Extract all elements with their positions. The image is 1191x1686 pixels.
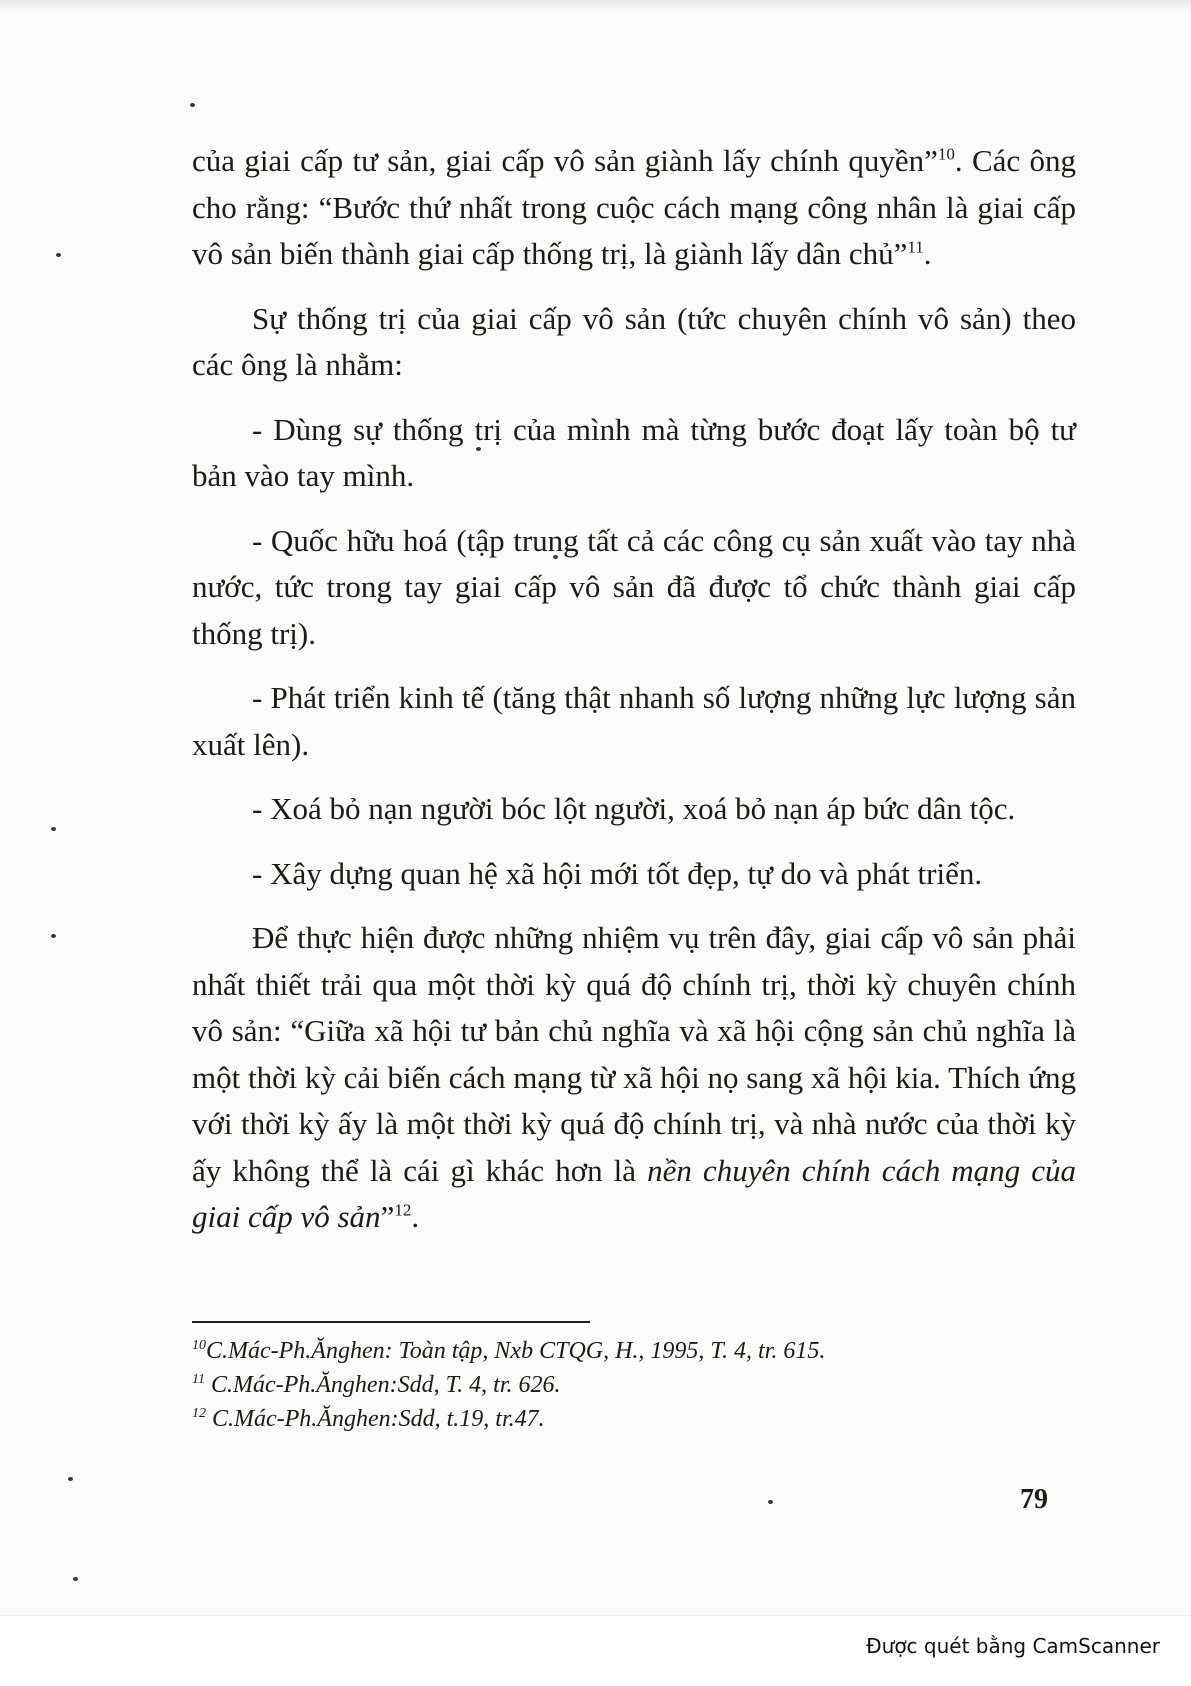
paragraph (192, 518, 1076, 658)
footnote-marker: 12 (192, 1406, 206, 1421)
footnote-text: C.Mác-Ph.Ănghen: Toàn tập, Nxb CTQG, H., 1995, T. 4, tr. 615. (206, 1338, 826, 1364)
footnote-ref: 10 (937, 144, 955, 164)
text-run: - Xây dựng quan hệ xã hội mới tốt đẹp, tự do và phát triển. (252, 855, 983, 891)
scan-speck (68, 1477, 73, 1481)
paragraph (192, 296, 1076, 389)
scanner-watermark: Được quét bằng CamScanner (866, 1634, 1160, 1658)
text-run: - Phát triển kinh tế (tăng thật nhanh số lượng những lực lượng sản xuất lên). (192, 680, 1076, 762)
text-run: - Xoá bỏ nạn người bóc lột người, xoá bỏ nạn áp bức dân tộc. (252, 791, 1016, 826)
paragraph (192, 138, 1076, 278)
paragraph (192, 407, 1076, 500)
text-run: Sự thống trị của giai cấp vô sản (tức chuyên chính vô sản) theo các ông là nhằm: (192, 300, 1076, 382)
footnotes (192, 1334, 1076, 1436)
paragraph (192, 851, 1076, 898)
footnote-text: C.Mác-Ph.Ănghen:Sdd, t.19, tr.47. (206, 1406, 545, 1432)
emphasis-text: nền chuyên chính cách mạng của giai cấp vô sản (192, 1152, 1077, 1234)
footnote-divider (192, 1321, 590, 1323)
text-run: - Dùng sự thống trị của mình mà từng bước đoạt lấy toàn bộ tư bản vào tay mình. (192, 411, 1076, 493)
text-run: - Quốc hữu hoá (tập trung tất cả các công cụ sản xuất vào tay nhà nước, tức trong tay giai cấp vô sản đã được tổ chức thành giai cấp thống trị). (192, 522, 1076, 651)
paragraph (192, 675, 1076, 768)
paragraph (192, 786, 1076, 833)
text-run: ” (380, 1199, 395, 1234)
scan-speck (51, 934, 56, 938)
scan-speck (73, 1577, 78, 1581)
footnote (192, 1368, 1076, 1402)
footnote-ref: 12 (394, 1200, 412, 1220)
scan-top-edge (0, 0, 1191, 14)
text-run: . Các ông cho rằng: “Bước thứ nhất trong cuộc cách mạng công nhân là giai cấp vô sản biến thành giai cấp thống trị, là giành lấy dân chủ” (192, 143, 1076, 271)
scan-speck (56, 253, 61, 257)
text-run: Để thực hiện được những nhiệm vụ trên đây, giai cấp vô sản phải nhất thiết trải qua một thời kỳ quá độ chính trị, thời kỳ chuyên chính vô sản: “Giữa xã hội tư bản chủ nghĩa và xã hội cộng sản chủ nghĩa là một thời kỳ cải biến cách mạng từ xã hội nọ sang xã hội kia. Thích ứng với thời kỳ ấy là một thời kỳ quá độ chính trị, và nhà nước của thời kỳ ấy không thể là cái gì khác hơn là (192, 920, 1076, 1188)
text-run: . (923, 236, 932, 271)
body-text (192, 138, 1076, 1259)
page-number: 79 (1020, 1484, 1048, 1515)
footnote-marker: 11 (192, 1372, 205, 1387)
text-run: . (411, 1199, 420, 1234)
footnote (192, 1334, 1076, 1368)
footnote-ref: 11 (907, 237, 924, 257)
text-run: của giai cấp tư sản, giai cấp vô sản giành lấy chính quyền” (192, 143, 938, 178)
scan-speck (768, 1500, 773, 1504)
footnote-text: C.Mác-Ph.Ănghen:Sdd, T. 4, tr. 626. (204, 1372, 561, 1398)
scan-speck (51, 827, 56, 831)
footnote-marker: 10 (192, 1338, 206, 1353)
paragraph (192, 915, 1076, 1241)
scan-speck (190, 103, 195, 107)
footnote (192, 1402, 1076, 1436)
